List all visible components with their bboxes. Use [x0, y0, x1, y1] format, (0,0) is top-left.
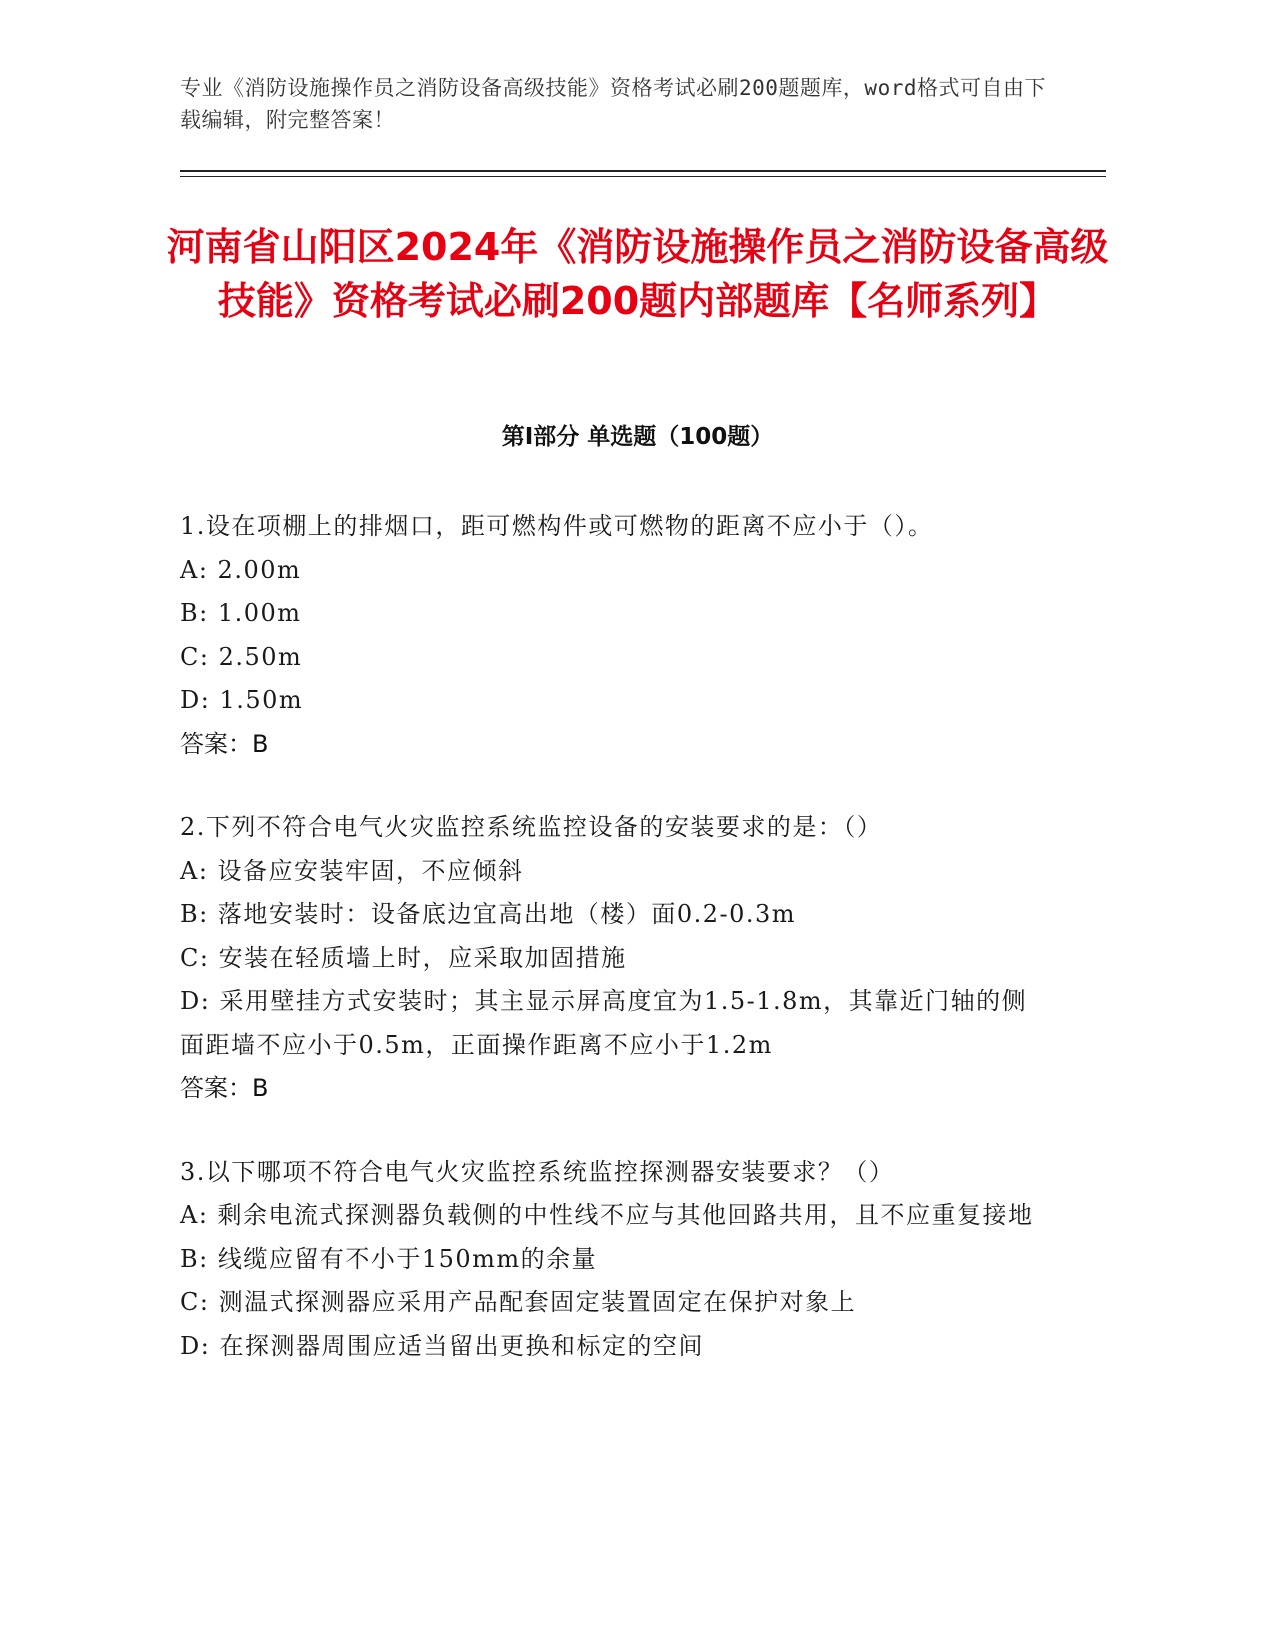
question-stem: 2.下列不符合电气火灾监控系统监控设备的安装要求的是：（） — [180, 813, 883, 841]
document-title: 河南省山阳区2024年《消防设施操作员之消防设备高级技能》资格考试必刷200题内部题库【名师系列】 — [166, 225, 1109, 323]
question-stem: 3.以下哪项不符合电气火灾监控系统监控探测器安装要求？（） — [180, 1157, 895, 1186]
option-c: C: 测温式探测器应采用产品配套固定装置固定在保护对象上 — [180, 1288, 857, 1316]
option-d: D: 在探测器周围应适当留出更换和标定的空间 — [180, 1331, 704, 1360]
answer-label: 答案：B — [180, 1074, 269, 1102]
option-b: B: 线缆应留有不小于150mm的余量 — [180, 1244, 598, 1273]
question-2 — [180, 806, 1040, 1111]
option-d: D: 采用壁挂方式安装时；其主显示屏高度宜为1.5-1.8m，其靠近门轴的侧面距墙不应小于0.5m，正面操作距离不应小于1.2m — [180, 987, 1028, 1059]
option-b: B: 1.00m — [180, 599, 302, 627]
option-b: B: 落地安装时：设备底边宜高出地（楼）面0.2-0.3m — [180, 900, 797, 928]
header-divider-thin — [180, 176, 1106, 177]
question-1 — [180, 505, 1040, 766]
header-note: 专业《消防设施操作员之消防设备高级技能》资格考试必刷200题题库，word格式可自由下载编辑，附完整答案！ — [180, 76, 1046, 132]
question-stem: 1.设在项棚上的排烟口，距可燃构件或可燃物的距离不应小于（）。 — [180, 512, 934, 540]
header-divider-thick — [180, 170, 1106, 172]
option-c: C: 安装在轻质墙上时，应采取加固措施 — [180, 943, 627, 972]
option-c: C: 2.50m — [180, 642, 303, 671]
section-heading: 第I部分 单选题（100题） — [501, 424, 774, 450]
option-d: D: 1.50m — [180, 686, 304, 714]
option-a: A: 剩余电流式探测器负载侧的中性线不应与其他回路共用，且不应重复接地 — [180, 1201, 1034, 1229]
question-3 — [180, 1151, 1040, 1369]
option-a: A: 2.00m — [180, 555, 302, 584]
answer-label: 答案：B — [180, 729, 269, 758]
question-list — [180, 505, 1040, 1408]
option-a: A: 设备应安装牢固，不应倾斜 — [180, 856, 524, 885]
